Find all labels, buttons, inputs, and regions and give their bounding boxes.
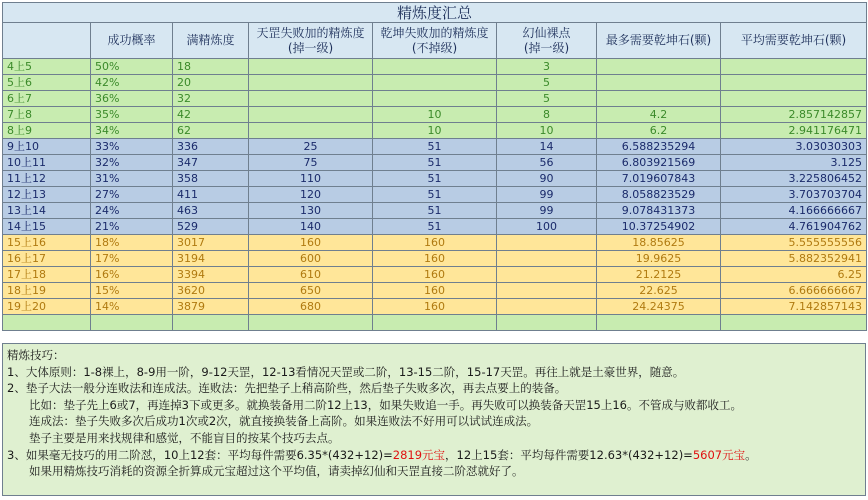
refine-table [2, 2, 867, 331]
column-header-0 [3, 23, 91, 59]
table-cell: 10.37254902 [597, 219, 721, 235]
table-row [3, 251, 867, 267]
row-label: 18上19 [3, 283, 91, 299]
table-cell: 31% [91, 171, 173, 187]
table-cell: 2.857142857 [721, 107, 867, 123]
table-row [3, 171, 867, 187]
table-cell: 130 [249, 203, 373, 219]
column-header-6: 最多需要乾坤石(颗) [597, 23, 721, 59]
table-cell: 4.761904762 [721, 219, 867, 235]
table-row [3, 91, 867, 107]
tip-3-cost-12-15: 5607元宝 [692, 447, 746, 462]
table-cell: 3879 [173, 299, 249, 315]
table-cell: 51 [373, 187, 497, 203]
table-cell: 15% [91, 283, 173, 299]
table-cell: 358 [173, 171, 249, 187]
row-label: 6上7 [3, 91, 91, 107]
table-cell: 2.941176471 [721, 123, 867, 139]
table-cell: 32 [173, 91, 249, 107]
row-label: 10上11 [3, 155, 91, 171]
row-label: 11上12 [3, 171, 91, 187]
table-cell: 99 [497, 187, 597, 203]
table-cell: 6.25 [721, 267, 867, 283]
table-cell: 160 [373, 267, 497, 283]
table-cell: 100 [497, 219, 597, 235]
table-cell: 51 [373, 155, 497, 171]
table-cell: 5 [497, 91, 597, 107]
table-row [3, 267, 867, 283]
table-cell [373, 75, 497, 91]
table-cell: 18.85625 [597, 235, 721, 251]
table-cell [249, 123, 373, 139]
tip-2: 2、垫子大法一般分连败法和连成法。连败法：先把垫子上稍高阶些，然后垫子失败多次，再去点要上的装备。 [7, 381, 567, 396]
table-cell: 160 [373, 283, 497, 299]
table-cell [597, 91, 721, 107]
empty-cell [91, 315, 173, 331]
column-header-4: 乾坤失败加的精炼度 (不掉级) [373, 23, 497, 59]
table-cell [249, 59, 373, 75]
table-cell: 8.058823529 [597, 187, 721, 203]
row-label: 4上5 [3, 59, 91, 75]
table-cell: 7.142857143 [721, 299, 867, 315]
table-row [3, 155, 867, 171]
table-cell: 51 [373, 139, 497, 155]
table-row [3, 219, 867, 235]
table-cell: 32% [91, 155, 173, 171]
table-cell [597, 59, 721, 75]
table-cell: 3394 [173, 267, 249, 283]
table-cell: 42 [173, 107, 249, 123]
table-cell: 10 [497, 123, 597, 139]
table-cell [497, 283, 597, 299]
table-title-row [3, 3, 867, 23]
table-cell: 8 [497, 107, 597, 123]
table-cell: 6.588235294 [597, 139, 721, 155]
table-cell: 3017 [173, 235, 249, 251]
table-cell [249, 107, 373, 123]
table-cell: 336 [173, 139, 249, 155]
table-cell: 3194 [173, 251, 249, 267]
table-cell: 24% [91, 203, 173, 219]
table-row [3, 107, 867, 123]
table-row [3, 235, 867, 251]
table-cell: 3.703703704 [721, 187, 867, 203]
table-cell: 3620 [173, 283, 249, 299]
table-cell: 529 [173, 219, 249, 235]
table-cell [721, 75, 867, 91]
table-cell: 600 [249, 251, 373, 267]
table-cell: 7.019607843 [597, 171, 721, 187]
column-header-1: 成功概率 [91, 23, 173, 59]
table-cell: 16% [91, 267, 173, 283]
row-label: 12上13 [3, 187, 91, 203]
table-cell [721, 59, 867, 75]
empty-cell [721, 315, 867, 331]
row-label: 5上6 [3, 75, 91, 91]
tip-2-note: 垫子主要是用来找规律和感觉，不能盲目的按某个技巧去点。 [29, 430, 340, 445]
table-row [3, 75, 867, 91]
table-cell: 6.2 [597, 123, 721, 139]
empty-cell [497, 315, 597, 331]
tip-3 [7, 447, 861, 464]
table-cell: 3.125 [721, 155, 867, 171]
table-row [3, 187, 867, 203]
table-cell: 680 [249, 299, 373, 315]
row-label: 17上18 [3, 267, 91, 283]
table-cell: 6.803921569 [597, 155, 721, 171]
table-cell: 3.225806452 [721, 171, 867, 187]
row-label: 16上17 [3, 251, 91, 267]
table-cell: 10 [373, 123, 497, 139]
table-cell: 5.555555556 [721, 235, 867, 251]
table-cell: 22.625 [597, 283, 721, 299]
column-header-7: 平均需要乾坤石(颗) [721, 23, 867, 59]
row-label: 8上9 [3, 123, 91, 139]
row-label: 15上16 [3, 235, 91, 251]
table-cell: 3.03030303 [721, 139, 867, 155]
table-cell: 10 [373, 107, 497, 123]
table-cell: 9.078431373 [597, 203, 721, 219]
table-cell: 650 [249, 283, 373, 299]
table-cell [721, 91, 867, 107]
tip-3-part-c: 。 [745, 447, 757, 462]
table-cell: 160 [373, 299, 497, 315]
table-cell: 14% [91, 299, 173, 315]
table-cell: 90 [497, 171, 597, 187]
table-cell: 6.666666667 [721, 283, 867, 299]
table-cell: 5.882352941 [721, 251, 867, 267]
table-cell: 62 [173, 123, 249, 139]
table-cell: 25 [249, 139, 373, 155]
table-cell: 160 [373, 235, 497, 251]
column-header-5: 幻仙裸点 (掉一级) [497, 23, 597, 59]
table-cell: 99 [497, 203, 597, 219]
table-cell: 3 [497, 59, 597, 75]
tip-2-streak-method: 连成法：垫子失败多次后成功1次或2次，就直接换装备上高阶。如果连败法不好用可以试试连成法。 [29, 414, 539, 429]
empty-cell [173, 315, 249, 331]
table-cell: 160 [373, 251, 497, 267]
table-cell: 14 [497, 139, 597, 155]
table-row [3, 283, 867, 299]
table-cell: 34% [91, 123, 173, 139]
empty-cell [249, 315, 373, 331]
row-label: 14上15 [3, 219, 91, 235]
empty-cell [597, 315, 721, 331]
table-cell: 463 [173, 203, 249, 219]
table-cell [373, 59, 497, 75]
table-cell [497, 299, 597, 315]
tip-1: 1、大体原则：1-8裸上，8-9用一阶，9-12天罡，12-13看情况天罡或二阶，13-15二阶，15-17天罡。再往上就是土豪世界，随意。 [7, 364, 685, 379]
table-cell: 35% [91, 107, 173, 123]
table-cell [249, 75, 373, 91]
table-cell: 110 [249, 171, 373, 187]
row-label: 7上8 [3, 107, 91, 123]
table-cell: 20 [173, 75, 249, 91]
table-cell [597, 75, 721, 91]
table-header-row [3, 23, 867, 59]
table-cell [497, 251, 597, 267]
table-cell: 411 [173, 187, 249, 203]
table-row [3, 59, 867, 75]
table-cell: 160 [249, 235, 373, 251]
table-cell [249, 91, 373, 107]
table-cell [373, 91, 497, 107]
table-cell: 120 [249, 187, 373, 203]
spacer-row [3, 315, 867, 331]
table-cell: 18 [173, 59, 249, 75]
table-row [3, 203, 867, 219]
tip-2-example: 比如：垫子先上6或7，再连掉3下或更多。就换装备用二阶12上13，如果失败追一手。再失败可以换装备天罡15上16。不管成与败都收工。 [29, 397, 742, 412]
table-cell: 4.2 [597, 107, 721, 123]
table-cell: 75 [249, 155, 373, 171]
row-label: 19上20 [3, 299, 91, 315]
refine-summary-sheet [2, 2, 866, 331]
table-cell: 33% [91, 139, 173, 155]
table-title: 精炼度汇总 [3, 3, 867, 23]
column-header-2: 满精炼度 [173, 23, 249, 59]
table-cell: 56 [497, 155, 597, 171]
table-cell: 27% [91, 187, 173, 203]
table-cell: 5 [497, 75, 597, 91]
table-cell: 51 [373, 219, 497, 235]
table-cell [497, 235, 597, 251]
table-row [3, 139, 867, 155]
empty-cell [373, 315, 497, 331]
table-cell: 50% [91, 59, 173, 75]
row-label: 13上14 [3, 203, 91, 219]
table-row [3, 123, 867, 139]
row-label: 9上10 [3, 139, 91, 155]
table-row [3, 299, 867, 315]
table-cell: 4.166666667 [721, 203, 867, 219]
table-cell: 347 [173, 155, 249, 171]
table-cell: 17% [91, 251, 173, 267]
table-cell: 51 [373, 203, 497, 219]
table-cell: 19.9625 [597, 251, 721, 267]
table-cell [497, 267, 597, 283]
table-cell: 36% [91, 91, 173, 107]
table-cell: 610 [249, 267, 373, 283]
tips-panel [2, 343, 866, 496]
column-header-3: 天罡失败加的精炼度 (掉一级) [249, 23, 373, 59]
table-cell: 21% [91, 219, 173, 235]
table-cell: 24.24375 [597, 299, 721, 315]
table-cell: 140 [249, 219, 373, 235]
table-cell: 51 [373, 171, 497, 187]
tip-3-part-a: 3、如果毫无技巧的用二阶怼，10上12套：平均每件需要6.35*(432+12)= [7, 447, 393, 462]
table-cell: 42% [91, 75, 173, 91]
table-cell: 21.2125 [597, 267, 721, 283]
tip-3-cost-10-12: 2819元宝 [392, 447, 446, 462]
tips-heading: 精炼技巧： [7, 348, 65, 362]
tip-3-part-b: ，12上15套：平均每件需要12.63*(432+12)= [445, 447, 693, 462]
table-cell: 18% [91, 235, 173, 251]
empty-cell [3, 315, 91, 331]
tip-3-note: 如果用精炼技巧消耗的资源全折算成元宝超过这个平均值，请卖掉幻仙和天罡直接二阶怼就好了。 [29, 464, 524, 479]
